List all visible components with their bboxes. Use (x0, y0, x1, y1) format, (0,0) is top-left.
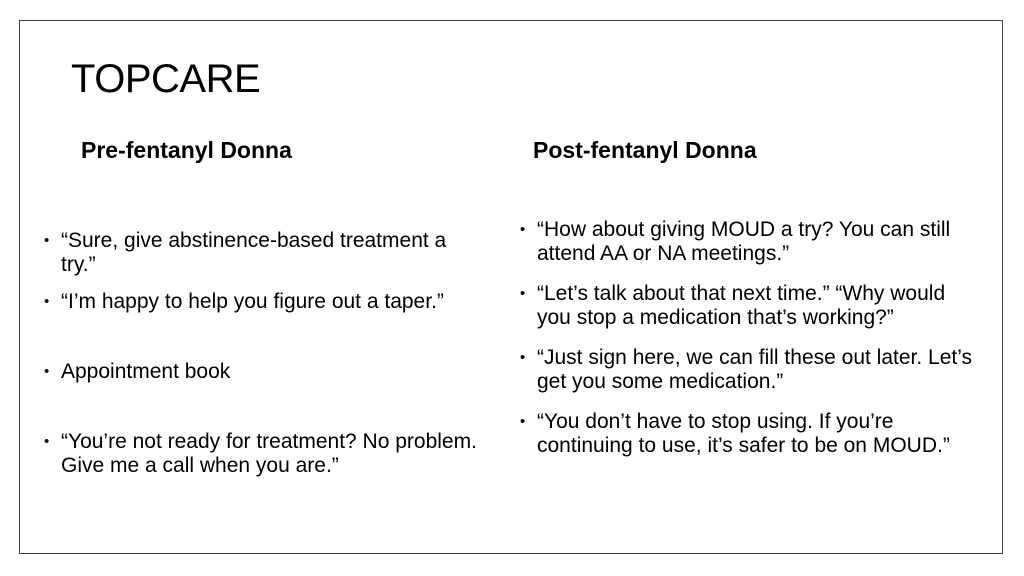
bullet-text: “I’m happy to help you figure out a taper.” (61, 290, 444, 313)
bullet-text: “Let’s talk about that next time.” “Why would you stop a medication that’s working?” (537, 282, 946, 329)
pre-fentanyl-bullet-list (44, 229, 484, 478)
list-item (44, 229, 484, 277)
bullet-icon: • (44, 293, 50, 310)
bullet-icon: • (520, 285, 526, 302)
post-fentanyl-heading: Post-fentanyl Donna (533, 137, 757, 163)
pre-fentanyl-heading: Pre-fentanyl Donna (81, 137, 292, 163)
list-item (520, 410, 980, 458)
bullet-text: “You don’t have to stop using. If you’re continuing to use, it’s safer to be on MOUD.” (537, 410, 950, 457)
list-item (520, 346, 980, 394)
bullet-text: “Just sign here, we can fill these out later. Let’s get you some medication.” (537, 346, 973, 393)
slide-title: TOPCARE (71, 57, 261, 101)
list-item (44, 360, 484, 384)
bullet-text: “How about giving MOUD a try? You can still attend AA or NA meetings.” (537, 218, 951, 265)
bullet-icon: • (520, 413, 526, 430)
bullet-icon: • (44, 433, 50, 450)
bullet-icon: • (44, 232, 50, 249)
bullet-icon: • (520, 221, 526, 238)
list-item (520, 282, 980, 330)
list-item (44, 430, 484, 478)
post-fentanyl-bullet-list (520, 218, 980, 474)
bullet-text: “Sure, give abstinence-based treatment a try.” (61, 229, 447, 276)
bullet-icon: • (520, 349, 526, 366)
bullet-text: “You’re not ready for treatment? No problem. Give me a call when you are.” (61, 430, 477, 477)
list-item (520, 218, 980, 266)
bullet-text: Appointment book (61, 360, 231, 383)
list-item (44, 290, 484, 314)
bullet-icon: • (44, 363, 50, 380)
